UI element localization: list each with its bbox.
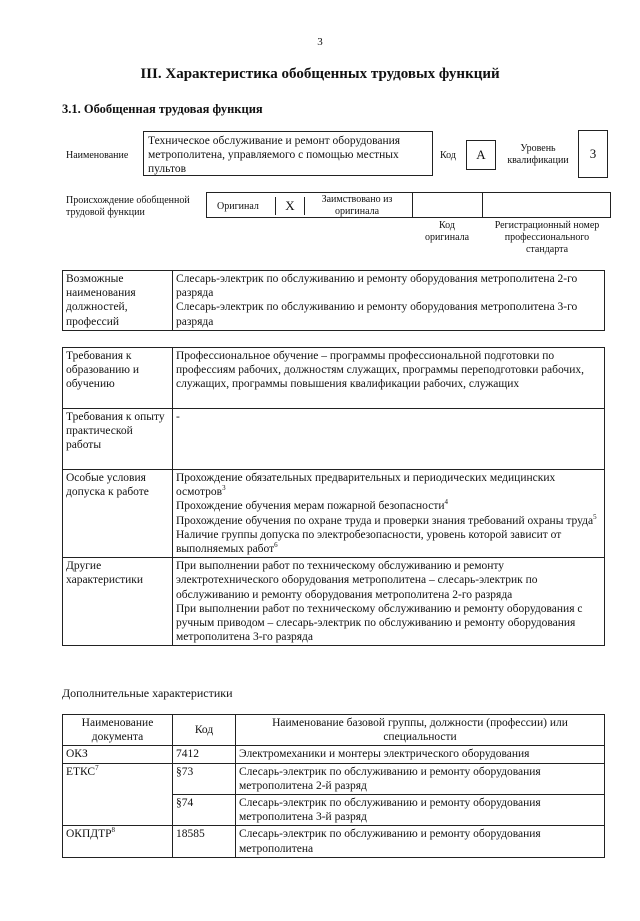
req-label: Особые условия допуска к работе xyxy=(63,470,173,558)
req-line: Прохождение обязательных предварительных и периодических медицинских осмотров$^3$ xyxy=(176,472,556,499)
req-line: При выполнении работ по техническому обслуживанию и ремонту электротехнического оборудования метрополитена – слесарь-электрик по обслуживанию и ремонту оборудования метрополитена 2-го разряда xyxy=(176,560,538,601)
req-label: Требования к образованию и обучению xyxy=(63,348,173,409)
reg-number-label: Регистрационный номер профессионального стандарта xyxy=(494,220,600,255)
header-code: Код xyxy=(173,715,236,746)
page-number: 3 xyxy=(317,36,323,48)
origin-label: Происхождение обобщенной трудовой функции xyxy=(66,195,190,218)
row-name: Слесарь-электрик по обслуживанию и ремонту оборудования метрополитена 3-й разряд xyxy=(236,795,605,826)
row-code: §74 xyxy=(173,795,236,826)
req-line: Прохождение обучения мерам пожарной безопасности$^4$ xyxy=(176,498,449,513)
req-line: При выполнении работ по техническому обслуживанию и ремонту оборудования с ручным приводом – слесарь-электрик по обслуживанию и ремонту оборудования метрополитена 3-го разряда xyxy=(176,602,583,644)
req-value-list xyxy=(173,470,605,558)
position-line: Слесарь-электрик по обслуживанию и ремонту оборудования метрополитена 2-го разряда xyxy=(176,273,578,300)
gtf-code: А xyxy=(466,140,496,170)
footnote-ref: 8 xyxy=(111,826,116,835)
gtf-name: Техническое обслуживание и ремонт оборудования метрополитена, управляемого с помощью местных пультов xyxy=(143,131,433,176)
code-original-label: Код оригинала xyxy=(424,220,470,243)
additional-table xyxy=(62,714,605,858)
subsection-title: 3.1. Обобщенная трудовая функция xyxy=(62,102,263,116)
row-code: §73 xyxy=(173,763,236,794)
gtf-level: 3 xyxy=(578,130,608,178)
name-label: Наименование xyxy=(66,150,129,161)
level-label: Уровень квалификации xyxy=(507,143,569,166)
row-doc: ЕТКС$^7$ xyxy=(63,763,173,826)
row-code: 18585 xyxy=(173,826,236,857)
section-title: III. Характеристика обобщенных трудовых функций xyxy=(140,66,500,82)
row-doc: ОКЗ xyxy=(63,746,173,763)
footnote-ref: 4 xyxy=(444,498,449,507)
original-mark: Х xyxy=(275,197,305,215)
positions-label: Возможные наименования должностей, профессий xyxy=(63,271,173,331)
code-label: Код xyxy=(440,150,456,161)
req-line: Наличие группы допуска по электробезопасности, уровень которой зависит от выполняемых работ$^6$ xyxy=(176,528,562,556)
row-code: 7412 xyxy=(173,746,236,763)
footnote-ref: 3 xyxy=(222,484,226,493)
row-doc: ОКПДТР$^8$ xyxy=(63,826,173,857)
req-label: Другие характеристики xyxy=(63,558,173,646)
original-label: Оригинал xyxy=(217,201,259,212)
row-name: Электромеханики и монтеры электрического оборудования xyxy=(236,746,605,763)
row-name: Слесарь-электрик по обслуживанию и ремонту оборудования метрополитена xyxy=(236,826,605,857)
req-value: - xyxy=(173,409,605,470)
requirements-table xyxy=(62,347,605,646)
origin-row xyxy=(206,192,611,218)
positions-table xyxy=(62,270,605,331)
additional-title: Дополнительные характеристики xyxy=(62,686,233,700)
req-value: Профессиональное обучение – программы профессиональной подготовки по профессиям рабочих, должностям служащих, программы переподготовки рабочих, служащих, программы повышения квалификации рабочих, служащих xyxy=(173,348,605,409)
header-name: Наименование базовой группы, должности (профессии) или специальности xyxy=(236,715,605,746)
header-doc: Наименование документа xyxy=(63,715,173,746)
positions-values xyxy=(173,271,605,331)
footnote-ref: 6 xyxy=(274,541,278,550)
origin-divider-2 xyxy=(482,193,483,217)
req-label: Требования к опыту практической работы xyxy=(63,409,173,470)
row-name: Слесарь-электрик по обслуживанию и ремонту оборудования метрополитена 2-й разряд xyxy=(236,763,605,794)
req-line: Прохождение обучения по охране труда и проверки знания требований охраны труда$^5$ xyxy=(176,512,597,527)
req-value-list xyxy=(173,558,605,646)
origin-divider-1 xyxy=(412,193,413,217)
footnote-ref: 7 xyxy=(95,763,99,772)
position-line: Слесарь-электрик по обслуживанию и ремонту оборудования метрополитена 3-го разряда xyxy=(176,301,578,328)
borrowed-label: Заимствовано из оригинала xyxy=(321,194,393,217)
footnote-ref: 5 xyxy=(593,512,597,521)
